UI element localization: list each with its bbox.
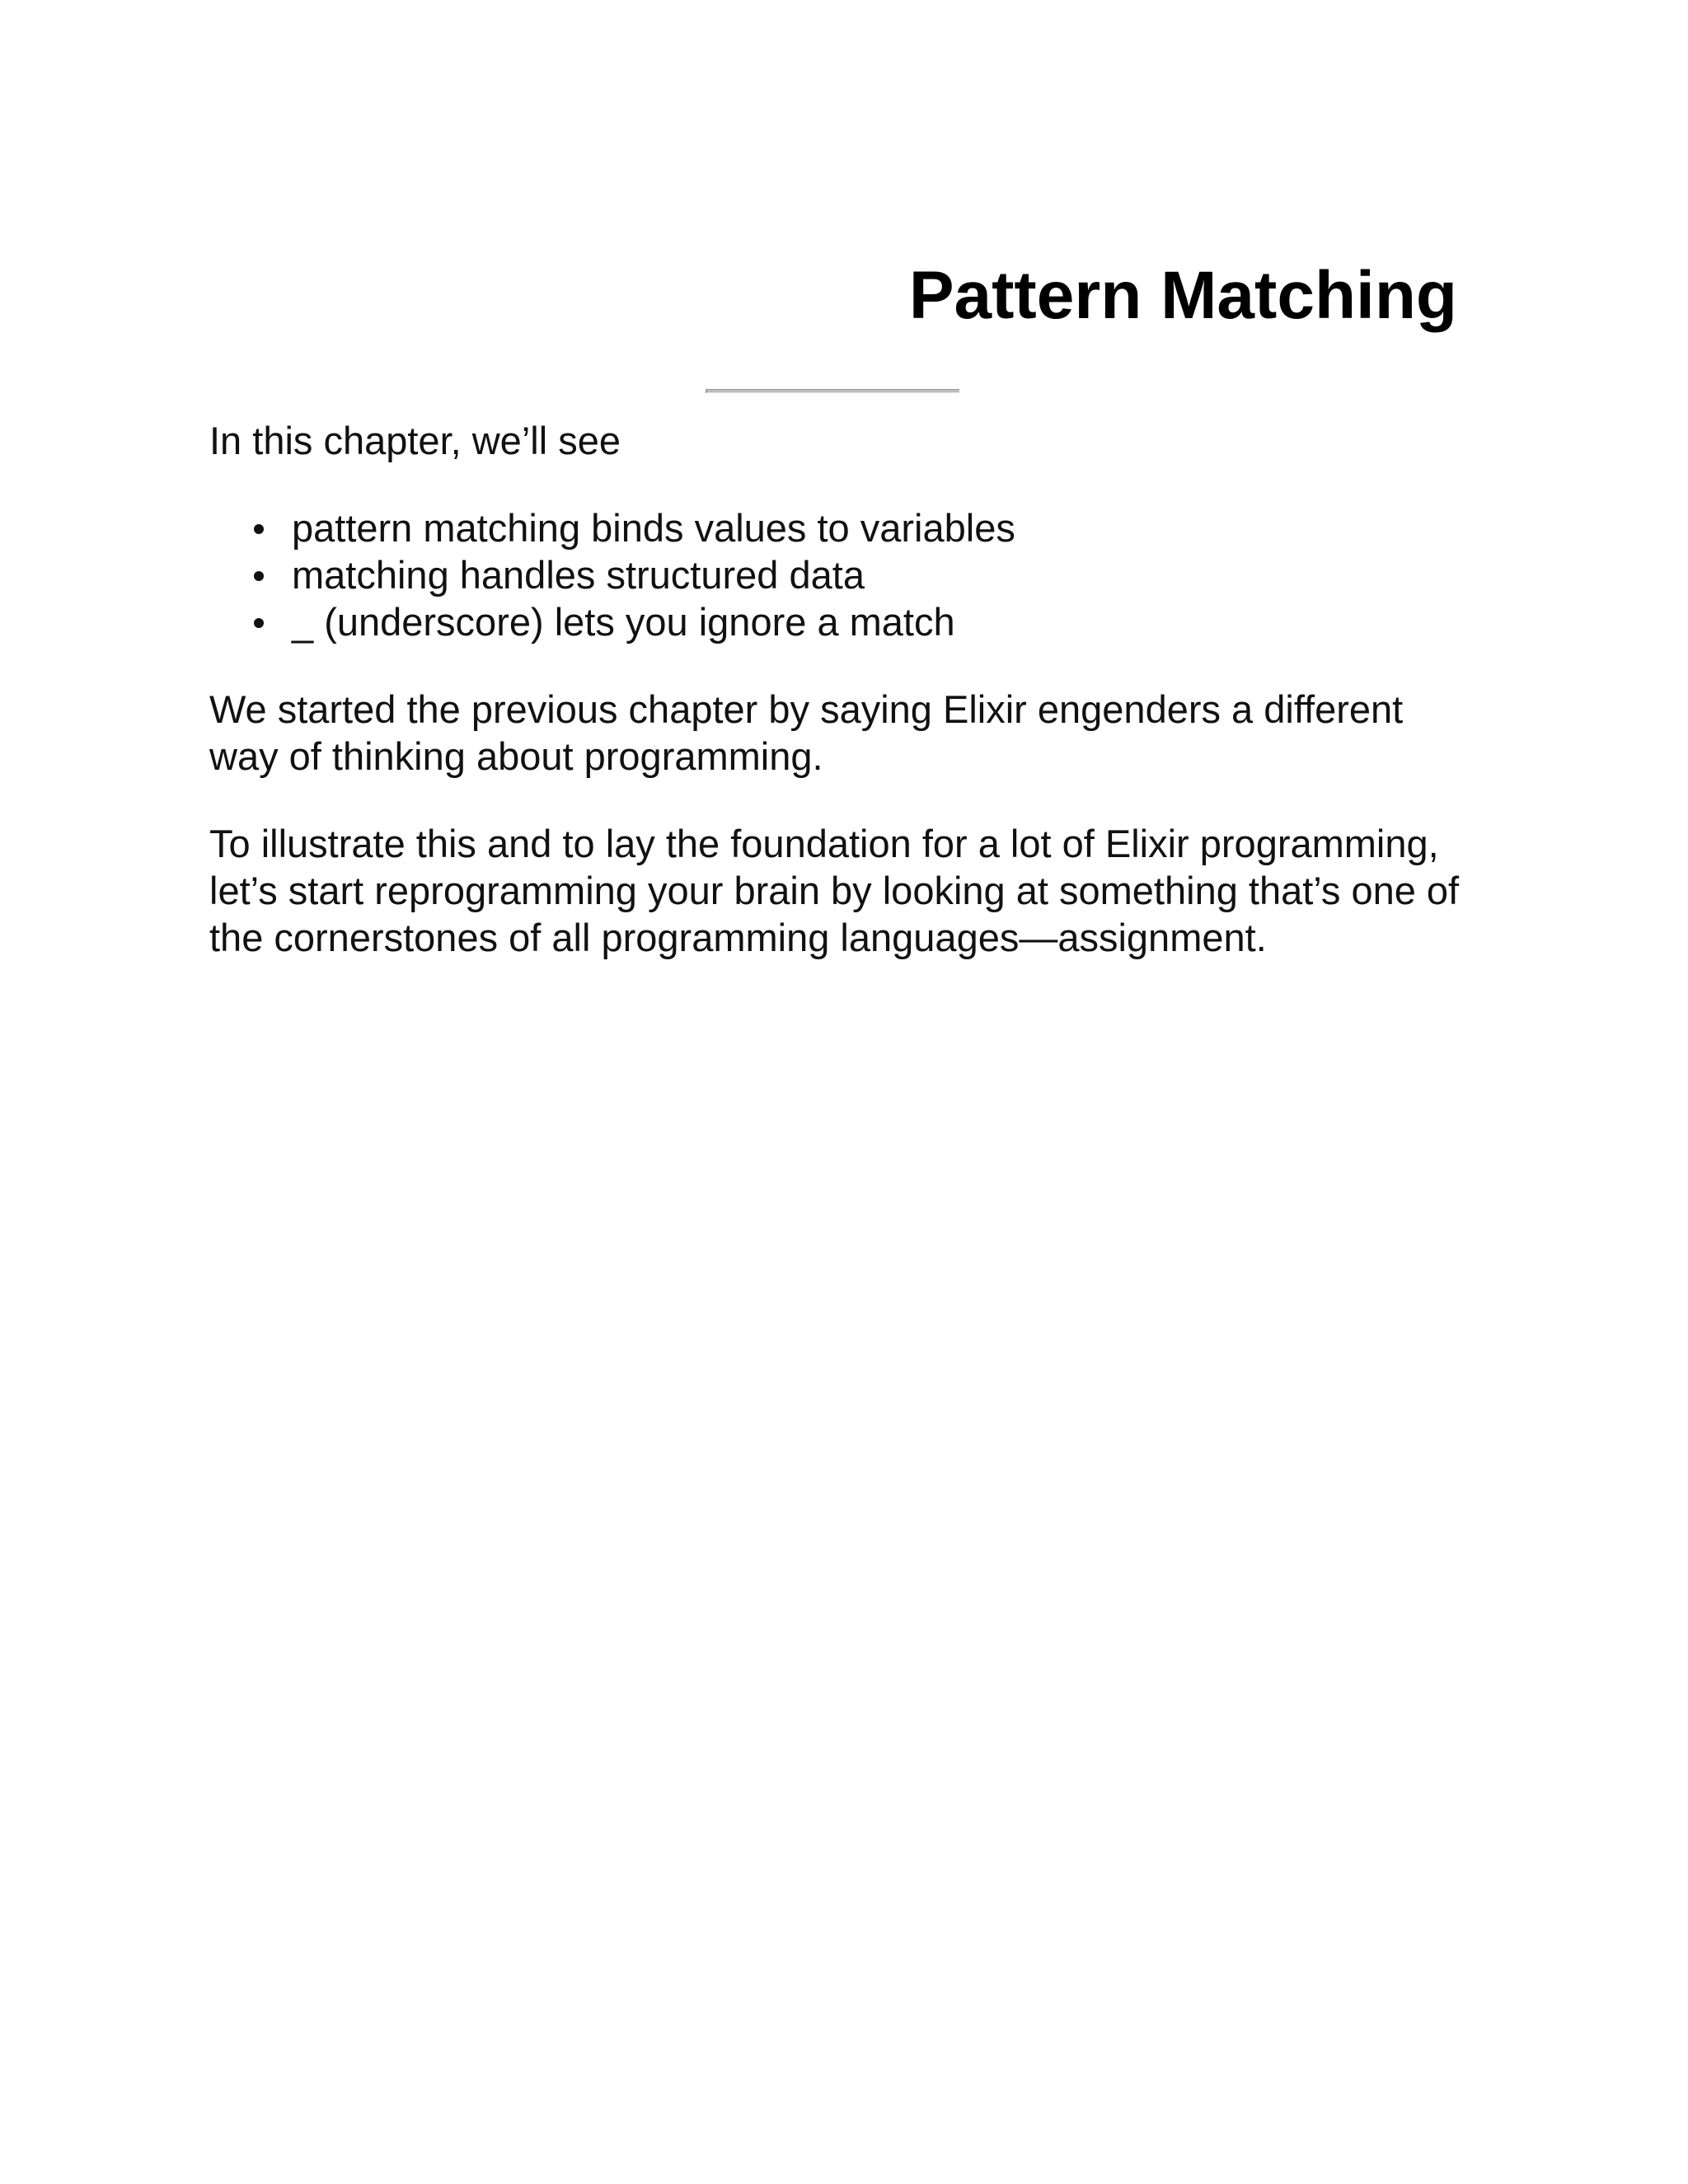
title-divider <box>706 389 959 393</box>
objective-item: pattern matching binds values to variables <box>209 504 1462 551</box>
body-paragraph: To illustrate this and to lay the foundation for a lot of Elixir programming, let’s start reprogramming your brain by looking at something that’s one of the cornerstones of all programming languages—assignment. <box>209 822 1460 959</box>
body-paragraph: We started the previous chapter by saying Elixir engenders a different way of thinking about programming. <box>209 687 1404 778</box>
intro-text: In this chapter, we’ll see <box>209 419 621 462</box>
objective-item: matching handles structured data <box>209 551 1462 598</box>
objective-item: _ (underscore) lets you ignore a match <box>209 598 1462 645</box>
chapter-body <box>209 417 1462 1001</box>
chapter-title: Pattern Matching <box>908 258 1457 333</box>
objectives-list <box>209 504 1462 645</box>
